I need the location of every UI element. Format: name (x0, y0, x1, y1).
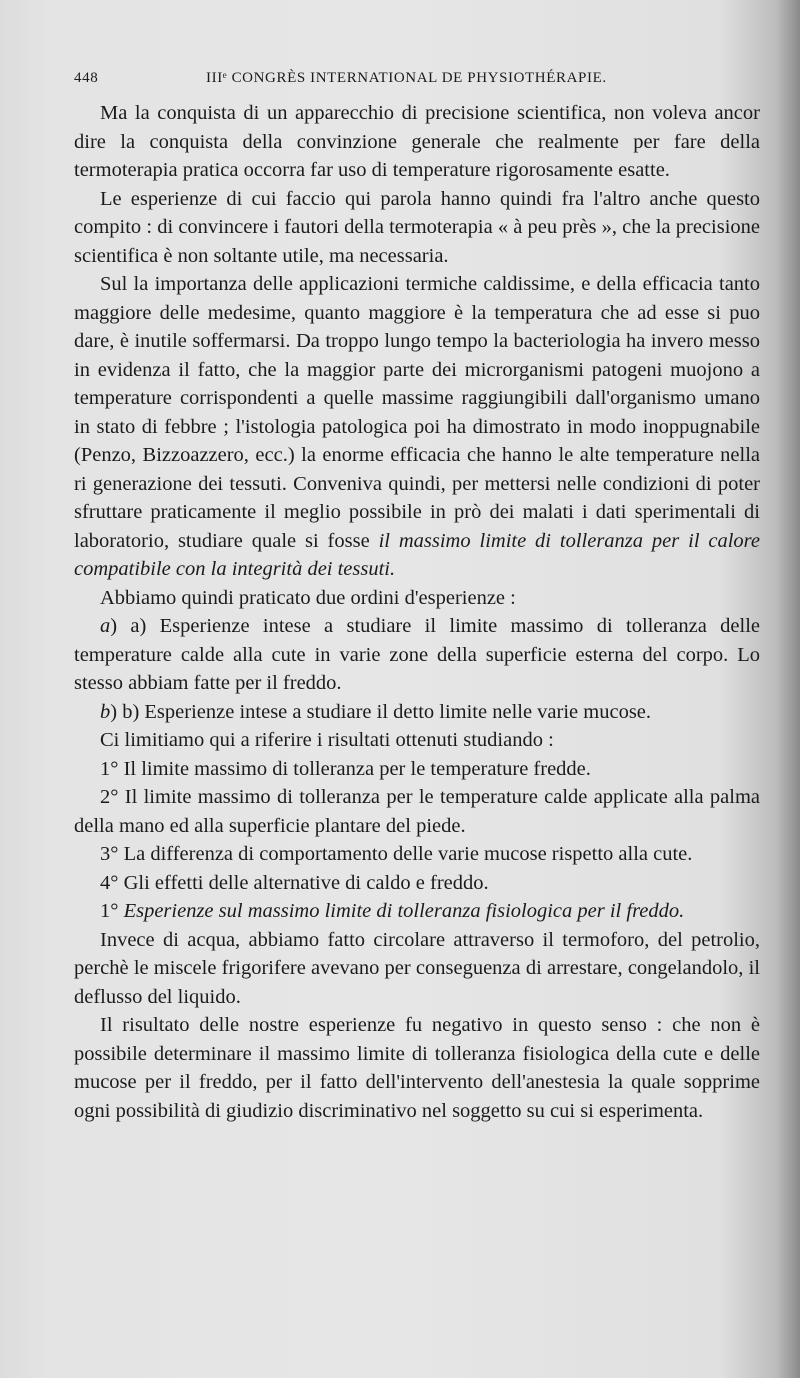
section-heading (74, 897, 760, 926)
list-item-b: b) b) Esperienze intese a studiare il detto limite nelle varie mucose. (100, 700, 652, 723)
paragraph-petrolio: Invece di acqua, abbiamo fatto circolare attraverso il termoforo, del petrolio, perchè le miscele frigorifere avevano per conseguenza di arrestare, congelandolo, il deflusso del liquido. (74, 928, 760, 1008)
numbered-item-3: 3° La differenza di comportamento delle varie mucose rispetto alla cute. (100, 843, 693, 865)
section-heading-italic: Esperienze sul massimo limite di tolleranza fisiologica per il freddo. (123, 900, 685, 922)
paragraph-3-text: Sul la importanza delle applicazioni termiche caldissime, e della efficacia tanto maggiore delle medesime, quanto maggiore è la temperatura che ad esse si puo dare, è inutile soffermarsi. Da troppo lungo tempo la bacteriologia ha invero messo in evidenza il fatto, che la maggior parte dei microrganismi patogeni muojono a temperature corrispondenti a quelle massime raggiungibili dall'organismo umano in stato di febbre ; l'istologia patologica poi ha dimostrato in modo inoppugnabile (Penzo, Bizzoazzero, ecc.) la enorme efficacia che hanno le alte temperature nella ri generazione dei tessuti. Conveniva quindi, per mettersi nelle condizioni di poter sfruttare praticamente il meglio possibile in prò dei malati i dati sperimentali di laboratorio, studiare quale si fosse (74, 273, 760, 552)
paragraph-intro-results: Ci limitiamo qui a riferire i risultati ottenuti studiando : (100, 729, 554, 751)
paragraph-2: Le esperienze di cui faccio qui parola hanno quindi fra l'altro anche questo compito : di convincere i fautori della termoterapia « à peu près », che la precisione scientifica è non soltante utile, ma necessaria. (74, 187, 760, 267)
list-item-b-text: b) Esperienze intese a studiare il detto limite nelle varie mucose. (122, 700, 652, 723)
list-item-a-text: a) Esperienze intese a studiare il limite massimo di tolleranza delle temperature calde alla cute in varie zone della superficie esterna del corpo. Lo stesso abbiam fatte per il freddo. (74, 615, 760, 694)
paragraph-3-italic: il massimo limite di tolleranza per il calore compatibile con la integrità dei tessuti. (74, 529, 761, 580)
list-marker-b: b (100, 700, 111, 723)
paragraph-1: Ma la conquista di un apparecchio di precisione scientifica, non voleva ancor dire la conquista della convinzione generale che realmente per fare della termoterapia pratica occorra far uso di temperature rigorosamente esatte. (74, 102, 760, 181)
section-number: 1° (100, 900, 119, 922)
numbered-item-1: 1° Il limite massimo di tolleranza per le temperature fredde. (100, 757, 591, 780)
running-title: IIIᵉ CONGRÈS INTERNATIONAL DE PHYSIOTHÉRAPIE. (206, 70, 607, 86)
running-header (74, 66, 762, 94)
numbered-item-4: 4° Gli effetti delle alternative di caldo e freddo. (100, 871, 489, 894)
paragraph-risultato: Il risultato delle nostre esperienze fu negativo in questo senso : che non è possibile determinare il massimo limite di tolleranza fisiologica della cute e delle mucose per il freddo, per il fatto dell'intervento dell'anestesia la quale sopprime ogni possibilità di giudizio discriminativo nel soggetto su cui si esperimenta. (74, 1014, 760, 1122)
paragraph-4: Abbiamo quindi praticato due ordini d'esperienze : (100, 586, 516, 609)
body-text (74, 99, 760, 1125)
list-item-a: a) a) Esperienze intese a studiare il limite massimo di tolleranza delle temperature calde alla cute in varie zone della superficie esterna del corpo. Lo stesso abbiam fatte per il freddo. (74, 615, 760, 694)
page-number: 448 (74, 70, 99, 86)
numbered-item-2: 2° Il limite massimo di tolleranza per le temperature calde applicate alla palma della mano ed alla superficie plantare del piede. (74, 786, 760, 837)
paragraph-3 (74, 270, 760, 584)
list-marker-a: a (100, 615, 111, 637)
